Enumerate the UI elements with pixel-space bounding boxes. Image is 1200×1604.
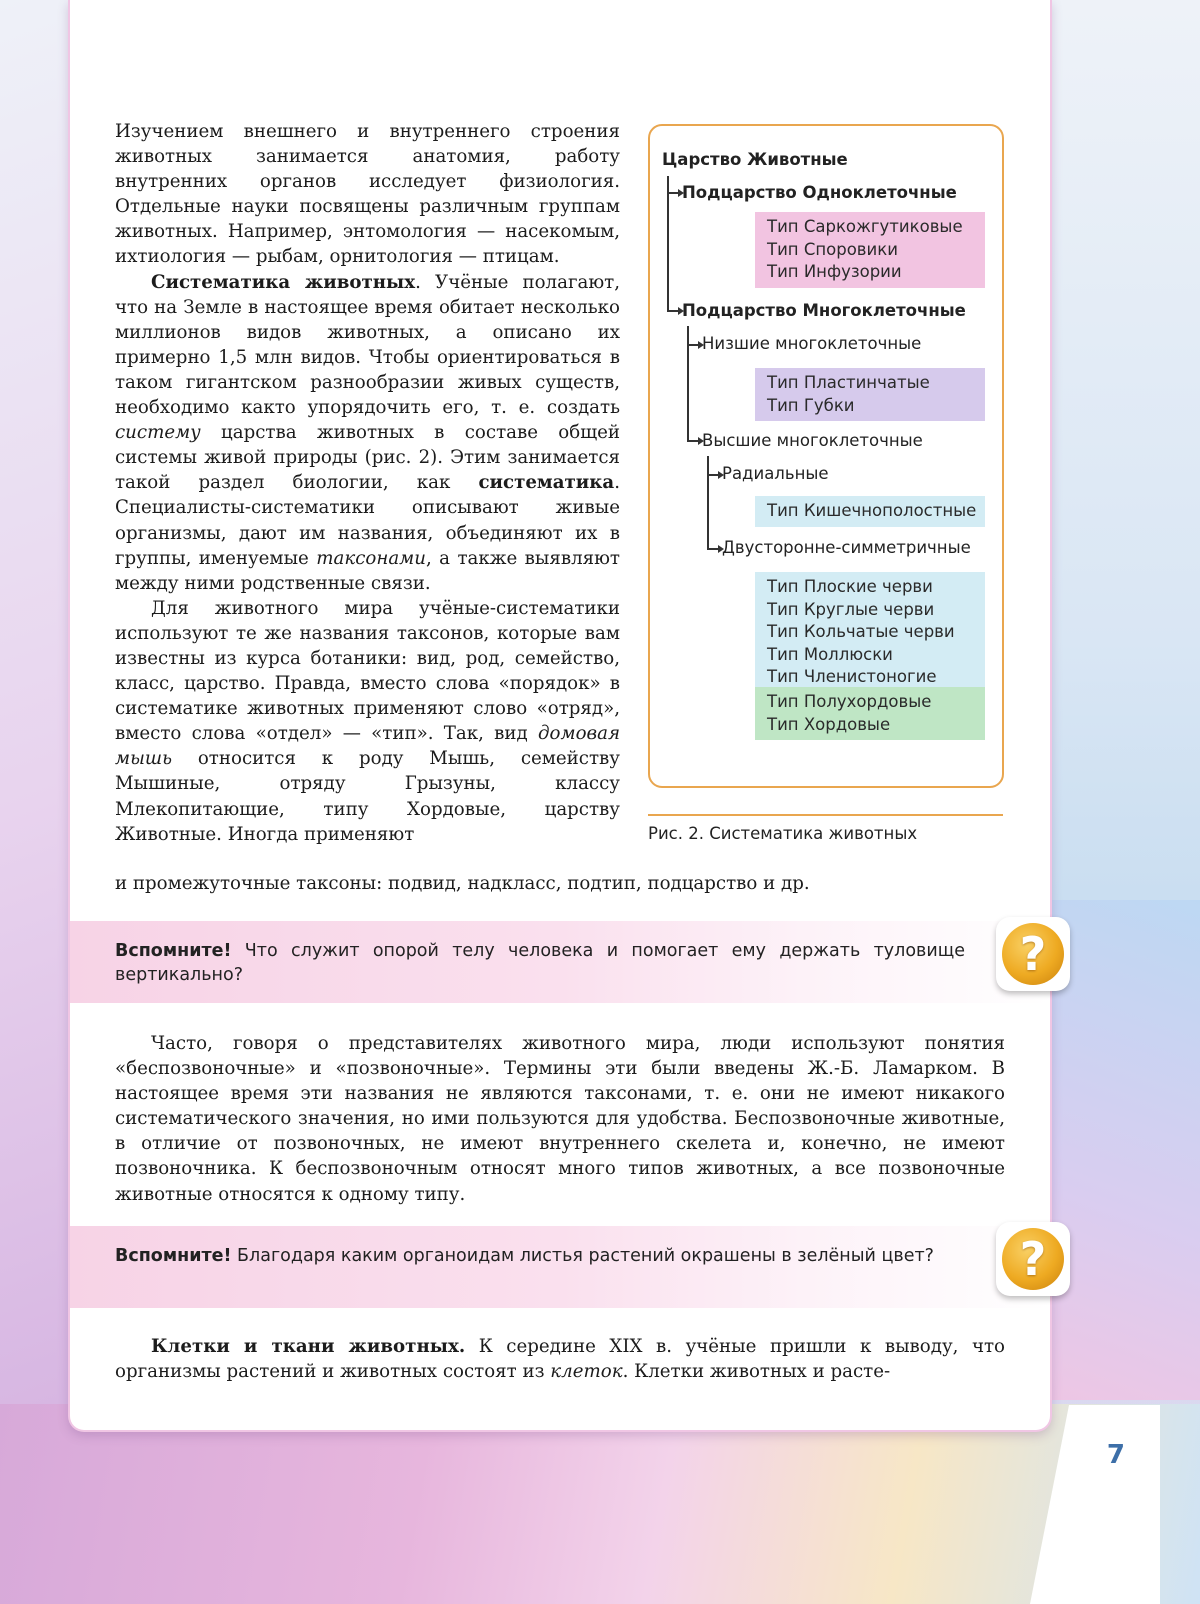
paragraph-text: царства животных в составе общей системы живой природы (рис. 2). Этим занимается такой раздел биологии, как xyxy=(115,422,620,494)
figure-divider xyxy=(648,814,1003,816)
paragraph-text: Изучением внешнего и внутреннего строения животных занимается анатомия, работу внутренних органов исследует физиология. Отдельные науки посвящены различным группам животных. Например, энтомология — насекомым, ихтиология — рыбам, орнитология — птицам. xyxy=(115,121,620,268)
diagram-radial: Радиальные xyxy=(722,464,829,483)
diagram-higher-multicellular: Высшие многоклеточные xyxy=(702,431,923,450)
type-label: Тип Моллюски xyxy=(767,644,893,664)
remember-box-2 xyxy=(70,1226,1050,1308)
type-label: Тип Губки xyxy=(767,395,855,415)
italic-term: систему xyxy=(115,422,201,444)
paragraph-cells xyxy=(115,1334,1005,1384)
diagram-kingdom: Царство Животные xyxy=(662,150,848,169)
remember-label: Вспомните! xyxy=(115,941,232,961)
paragraph-text: . Клетки животных и расте- xyxy=(622,1361,891,1383)
arrow-bilateral xyxy=(707,548,719,550)
column-paragraph xyxy=(115,270,620,596)
taxonomy-diagram xyxy=(648,124,1004,788)
question-mark-icon: ? xyxy=(996,917,1070,991)
page-number: 7 xyxy=(1106,1440,1125,1470)
arrow-sub1 xyxy=(667,192,679,194)
background-panel-bottom xyxy=(0,1404,1200,1604)
type-label: Тип Пластинчатые xyxy=(767,373,930,392)
type-label: Тип Плоские черви xyxy=(767,577,933,596)
remember-question: Что служит опорой телу человека и помогает ему держать туловище вертикально? xyxy=(115,941,965,985)
remember-text-2 xyxy=(115,1244,965,1268)
bold-term: Систематика животных xyxy=(151,271,416,293)
type-label: Тип Круглые черви xyxy=(767,599,935,619)
diagram-subkingdom-multicellular: Подцарство Многоклеточные xyxy=(682,301,966,320)
type-label: Тип Споровики xyxy=(767,239,898,259)
figure-caption: Рис. 2. Систематика животных xyxy=(648,824,918,843)
box-chordate-types xyxy=(755,687,985,740)
remember-box-1 xyxy=(70,921,1050,1003)
type-label: Тип Членистоногие xyxy=(767,667,937,686)
paragraph-text: . Специалисты-систематики описывают живые организмы, дают им названия, объединяют их в группы, именуемые xyxy=(115,472,620,569)
remember-label: Вспомните! xyxy=(115,1246,232,1266)
type-label: Тип Кольчатые черви xyxy=(767,622,955,641)
paragraph-text: К середине XIX в. учёные пришли к выводу, что организмы растений и животных состоят из xyxy=(115,1336,1005,1383)
type-label: Тип Кишечнополостные xyxy=(767,501,977,520)
italic-term: домовая мышь xyxy=(115,723,620,770)
type-label: Тип Саркожгутиковые xyxy=(767,217,963,236)
box-bilateral-types xyxy=(755,572,985,693)
column-paragraph xyxy=(115,596,620,847)
paragraph-text: Для животного мира учёные-систематики используют те же названия таксонов, которые вам известны из курса ботаники: вид, род, семейство, класс, царство. Правда, вместо слова «порядок» в систематике животных применяют слово «отряд», вместо слова «отдел» — «тип». Так, вид xyxy=(115,597,620,745)
term-italic: клеток xyxy=(550,1361,623,1383)
remember-text-1 xyxy=(115,939,965,987)
main-text-column xyxy=(115,119,620,847)
box-unicellular-types xyxy=(755,212,985,288)
textbook-page xyxy=(68,0,1052,1432)
paragraph-text: . Учёные полагают, что на Земле в настоящее время обитает несколько миллионов видов животных, а описано их примерно 1,5 млн видов. Чтобы ориентироваться в таком гигантском разнообразии живых существ, необходимо както упорядочить его, т. е. создать xyxy=(115,271,620,419)
diagram-lower-multicellular: Низшие многоклеточные xyxy=(702,334,922,353)
type-label: Тип Хордовые xyxy=(767,714,891,734)
remember-question: Благодаря каким органоидам листья растений окрашены в зелёный цвет? xyxy=(231,1246,934,1266)
column-paragraph xyxy=(115,119,620,270)
column-last-line: и промежуточные таксоны: подвид, надкласс, подтип, подцарство и др. xyxy=(115,873,810,894)
type-label: Тип Полухордовые xyxy=(767,692,932,711)
question-mark-icon: ? xyxy=(996,1222,1070,1296)
paragraph-invertebrates: Часто, говоря о представителях животного мира, люди используют понятия «беспозвоночные» и «позвоночные». Термины эти были введены Ж.-Б. Ламарком. В настоящее время эти названия не являются таксонами, т. е. они не имеют никакого систематического значения, но ими пользуются для удобства. Беспозвоночные животные, в отличие от позвоночных, не имеют внутреннего скелета и, конечно, не имеют позвоночника. К беспозвоночным относят много типов животных, а все позвоночные животные относятся к одному типу. xyxy=(115,1033,1005,1205)
paragraph-text: относится к роду Мышь, семейству Мышиные, отряду Грызуны, классу Млекопитающие, типу Хордовые, царству Животные. Иногда применяют xyxy=(115,748,620,845)
bold-term: систематика xyxy=(478,472,615,494)
type-label: Тип Инфузории xyxy=(767,262,902,281)
italic-term: таксонами xyxy=(316,547,426,569)
diagram-subkingdom-unicellular: Подцарство Одноклеточные xyxy=(682,183,957,202)
box-radial-types xyxy=(755,496,985,527)
arrow-lower xyxy=(687,344,699,346)
paragraph-text: , а также выявляют между ними родственные связи. xyxy=(115,547,620,594)
arrow-higher xyxy=(687,440,699,442)
tree-line-kingdom xyxy=(667,176,669,310)
box-lower-types xyxy=(755,368,985,421)
arrow-radial xyxy=(707,474,719,476)
tree-line-higher xyxy=(707,456,709,548)
diagram-bilateral: Двусторонне-симметричные xyxy=(722,538,971,557)
section-heading: Клетки и ткани животных. xyxy=(151,1336,466,1357)
arrow-sub2 xyxy=(667,310,679,312)
